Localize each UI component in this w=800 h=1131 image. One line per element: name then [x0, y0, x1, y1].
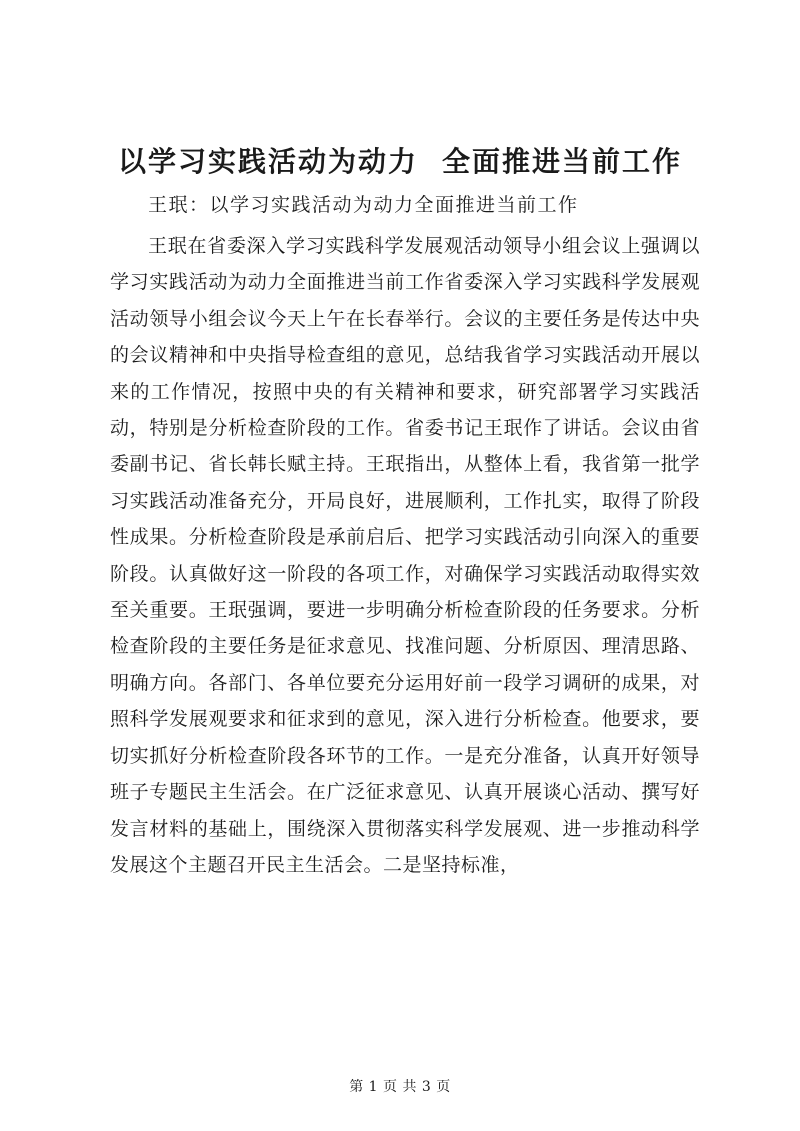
title-part-1: 以学习实践活动为动力 — [117, 145, 418, 178]
body-paragraph: 王珉在省委深入学习实践科学发展观活动领导小组会议上强调以学习实践活动为动力全面推进当前工作省委深入学习实践科学发展观活动领导小组会议今天上午在长春举行。会议的主要任务是传达中央的会议精神和中央指导检查组的意见，总结我省学习实践活动开展以来的工作情况，按照中央的有关精神和要求，研究部署学习实践活动，特别是分析检查阶段的工作。省委书记王珉作了讲话。会议由省委副书记、省长韩长赋主持。王珉指出，从整体上看，我省第一批学习实践活动准备充分，开局良好，进展顺利，工作扎实，取得了阶段性成果。分析检查阶段是承前启后、把学习实践活动引向深入的重要阶段。认真做好这一阶段的各项工作，对确保学习实践活动取得实效至关重要。王珉强调，要进一步明确分析检查阶段的任务要求。分析检查阶段的主要任务是征求意见、找准问题、分析原因、理清思路、明确方向。各部门、各单位要充分运用好前一段学习调研的成果，对照科学发展观要求和征求到的意见，深入进行分析检查。他要求，要切实抓好分析检查阶段各环节的工作。一是充分准备，认真开好领导班子专题民主生活会。在广泛征求意见、认真开展谈心活动、撰写好发言材料的基础上，围绕深入贯彻落实科学发展观、进一步推动科学发展这个主题召开民主生活会。二是坚持标准， — [110, 235, 700, 876]
page-footer: 第 1 页 共 3 页 — [349, 1079, 451, 1095]
document-subtitle: 王珉：以学习实践活动为动力全面推进当前工作 — [148, 194, 579, 216]
title-part-2: 全面推进当前工作 — [442, 145, 683, 178]
document-title — [0, 140, 800, 180]
